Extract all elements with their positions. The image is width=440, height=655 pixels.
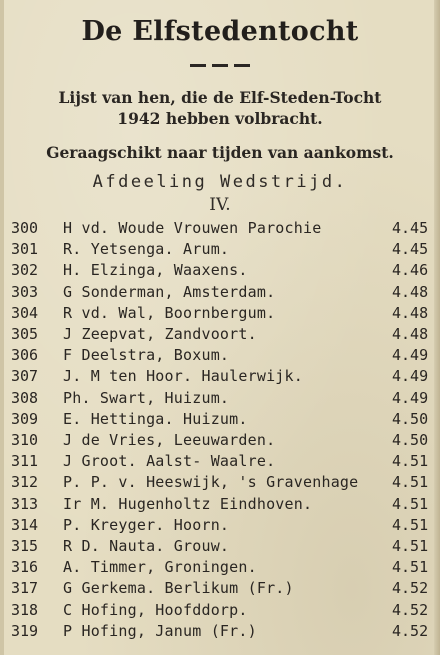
result-row	[0, 261, 440, 283]
result-number: 319	[11, 621, 39, 640]
result-time: 4.52	[392, 621, 429, 640]
result-number: 311	[11, 452, 39, 471]
result-time: 4.51	[392, 558, 429, 577]
result-row	[0, 537, 440, 559]
result-row	[0, 601, 440, 623]
result-number: 308	[11, 388, 39, 407]
result-time: 4.51	[392, 494, 429, 513]
result-name: Ir M. Hugenholtz Eindhoven.	[63, 494, 313, 513]
result-time: 4.48	[392, 325, 429, 343]
result-row	[0, 516, 440, 538]
result-name: J Zeepvat, Zandvoort.	[63, 325, 257, 343]
result-time: 4.51	[392, 473, 429, 492]
result-name: R D. Nauta. Grouw.	[63, 537, 230, 555]
result-time: 4.48	[392, 303, 429, 322]
title-divider	[190, 64, 250, 67]
result-time: 4.49	[392, 346, 429, 365]
result-row	[0, 346, 440, 368]
result-number: 318	[11, 600, 39, 619]
result-name: F Deelstra, Boxum.	[63, 346, 230, 365]
result-time: 4.52	[392, 600, 429, 619]
result-name: H vd. Woude Vrouwen Parochie	[63, 219, 322, 237]
section-heading: Afdeeling Wedstrijd.	[92, 172, 348, 192]
result-time: 4.45	[392, 219, 429, 237]
result-row	[0, 622, 440, 644]
result-name: J de Vries, Leeuwarden.	[63, 431, 276, 449]
result-row	[0, 558, 440, 580]
article-title: De Elfstedentocht	[81, 16, 359, 47]
result-row	[0, 367, 440, 389]
result-number: 316	[11, 558, 39, 577]
result-row	[0, 325, 440, 347]
intro-line-3: Geraagschikt naar tijden van aankomst.	[46, 143, 394, 162]
result-number: 306	[11, 346, 39, 365]
result-number: 315	[11, 537, 39, 555]
result-row	[0, 495, 440, 517]
result-time: 4.50	[392, 409, 429, 428]
result-row	[0, 283, 440, 305]
intro-line-2: 1942 hebben volbracht.	[117, 109, 323, 128]
result-name: R vd. Wal, Boornbergum.	[63, 303, 276, 322]
result-row	[0, 410, 440, 432]
result-number: 309	[11, 409, 39, 428]
result-time: 4.46	[392, 261, 429, 280]
result-row	[0, 304, 440, 326]
result-row	[0, 389, 440, 411]
result-name: P Hofing, Janum (Fr.)	[63, 621, 257, 640]
result-number: 310	[11, 431, 39, 449]
result-number: 307	[11, 367, 39, 386]
result-time: 4.51	[392, 537, 429, 555]
result-name: E. Hettinga. Huizum.	[63, 409, 248, 428]
result-name: R. Yetsenga. Arum.	[63, 240, 230, 259]
result-name: G Sonderman, Amsterdam.	[63, 282, 276, 301]
intro-line-1: Lijst van hen, die de Elf-Steden-Tocht	[58, 88, 382, 107]
result-name: P. P. v. Heeswijk, 's Gravenhage	[63, 473, 359, 492]
result-name: P. Kreyger. Hoorn.	[63, 515, 230, 534]
result-time: 4.51	[392, 515, 429, 534]
result-time: 4.52	[392, 579, 429, 598]
result-name: C Hofing, Hoofddorp.	[63, 600, 248, 619]
result-time: 4.45	[392, 240, 429, 259]
result-number: 314	[11, 515, 39, 534]
result-time: 4.50	[392, 431, 429, 449]
result-number: 300	[11, 219, 39, 237]
result-name: G Gerkema. Berlikum (Fr.)	[63, 579, 294, 598]
result-row	[0, 240, 440, 262]
result-number: 301	[11, 240, 39, 259]
result-number: 312	[11, 473, 39, 492]
result-time: 4.49	[392, 367, 429, 386]
result-number: 305	[11, 325, 39, 343]
result-number: 304	[11, 303, 39, 322]
result-name: J. M ten Hoor. Haulerwijk.	[63, 367, 303, 386]
result-number: 313	[11, 494, 39, 513]
result-name: J Groot. Aalst- Waalre.	[63, 452, 276, 471]
result-name: H. Elzinga, Waaxens.	[63, 261, 248, 280]
result-name: A. Timmer, Groningen.	[63, 558, 257, 577]
group-numeral: IV.	[209, 195, 231, 215]
result-number: 317	[11, 579, 39, 598]
result-row	[0, 452, 440, 474]
result-time: 4.51	[392, 452, 429, 471]
result-time: 4.49	[392, 388, 429, 407]
result-name: Ph. Swart, Huizum.	[63, 388, 230, 407]
result-row	[0, 219, 440, 241]
result-row	[0, 473, 440, 495]
result-time: 4.48	[392, 282, 429, 301]
result-row	[0, 579, 440, 601]
result-number: 302	[11, 261, 39, 280]
result-row	[0, 431, 440, 453]
result-number: 303	[11, 282, 39, 301]
